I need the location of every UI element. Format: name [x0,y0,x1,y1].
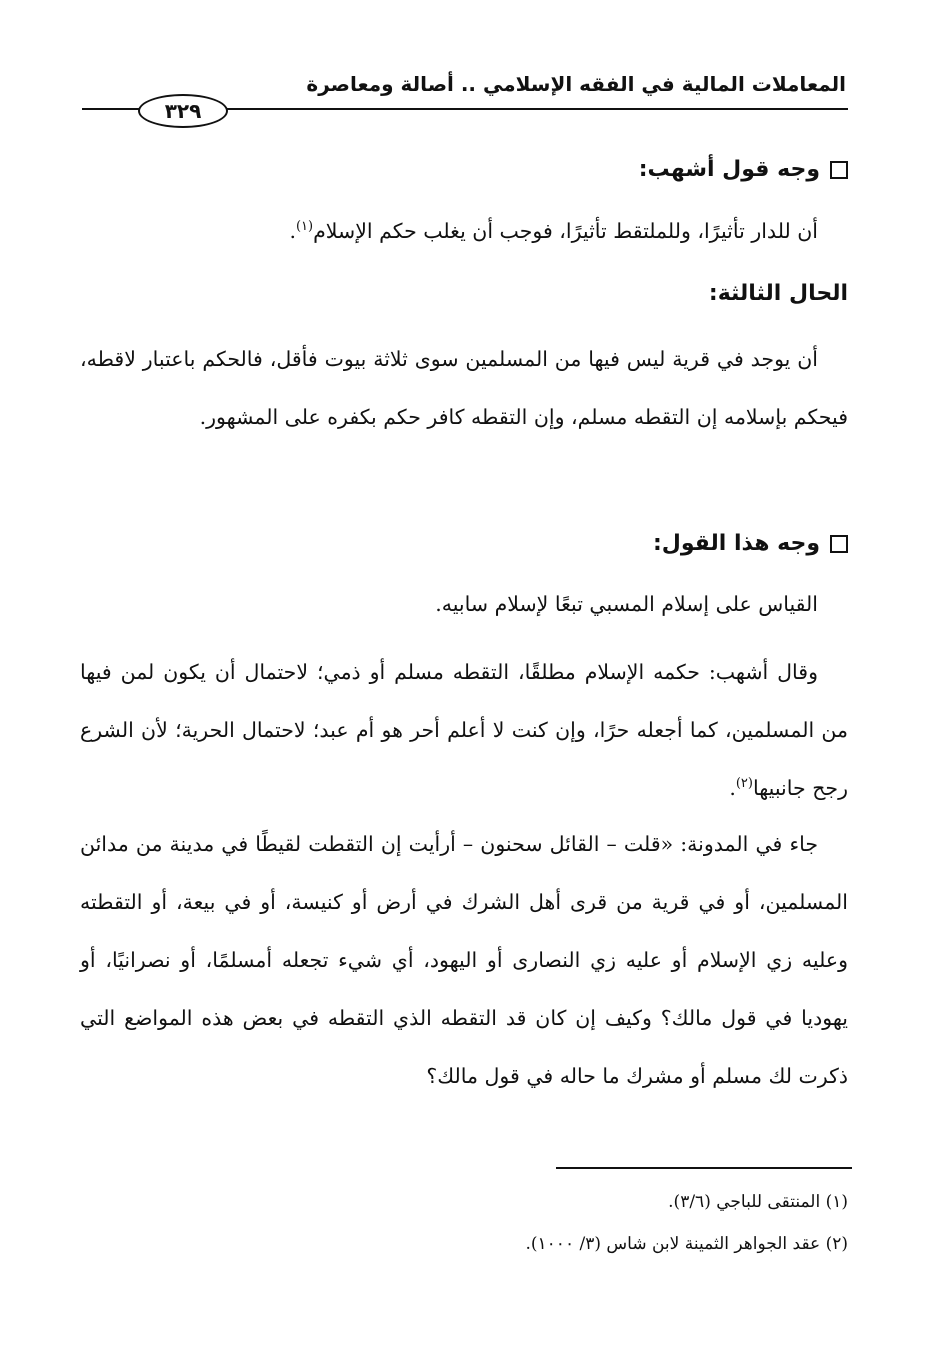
footnote-1: (١) المنتقى للباجي (٣/٦). [668,1192,848,1212]
paragraph-ashhab-quote: وقال أشهب: حكمه الإسلام مطلقًا، التقطه مسلم أو ذمي؛ لاحتمال أن يكون لمن فيها من المسلمين، كما أجعله حرًا، وإن كنت لا أعلم أحر هو أم عبد؛ لاحتمال الحرية؛ لأن الشرع رجح جانبيها$^{(٢)}$. [80,660,848,800]
heading-this-view-reason: وجه هذا القول: [80,522,848,566]
footnote-ref-2[interactable]: (٢) [735,776,753,792]
heading-third-case: الحال الثالثة: [708,281,848,306]
running-title: المعاملات المالية في الفقه الإسلامي .. أصالة ومعاصرة [306,72,846,96]
paragraph-ashhab-reason: أن للدار تأثيرًا، وللملتقط تأثيرًا، فوجب أن يغلب حكم الإسلام$^{(١)}$. [289,219,818,243]
footnote-2: (٢) عقد الجواهر الثمينة لابن شاس (٣/ ١٠٠٠). [525,1234,848,1254]
page-number: ٣٢٩ [138,94,228,128]
paragraph-analogy: القياس على إسلام المسبي تبعًا لإسلام سابيه. [435,592,818,616]
footnote-ref-1[interactable]: (١) [295,219,314,235]
checkbox-square-icon [830,535,848,553]
paragraph-third-case: أن يوجد في قرية ليس فيها من المسلمين سوى ثلاثة بيوت فأقل، فالحكم باعتبار لاقطه، فيحكم بإسلامه إن التقطه مسلم، وإن التقطه كافر حكم بكفره على المشهور. [80,347,848,429]
footnote-separator [556,1167,852,1169]
heading-ashhab-reason: وجه قول أشهب: [80,148,848,192]
checkbox-square-icon [830,161,848,179]
paragraph-mudawwana: جاء في المدونة: «قلت – القائل سحنون – أرأيت إن التقطت لقيطًا في مدينة من مدائن المسلمين، أو في قرية من قرى أهل الشرك في أرض أو كنيسة، أو في بيعة، أو التقطته وعليه زي الإسلام أو عليه زي النصارى أو اليهود، أي شيء تجعله أمسلمًا، أو نصرانيًا، أو يهوديا في قول مالك؟ وكيف إن كان قد التقطه الذي التقطه في بعض هذه المواضع التي ذكرت لك مسلم أو مشرك ما حاله في قول مالك؟ [80,832,848,1088]
